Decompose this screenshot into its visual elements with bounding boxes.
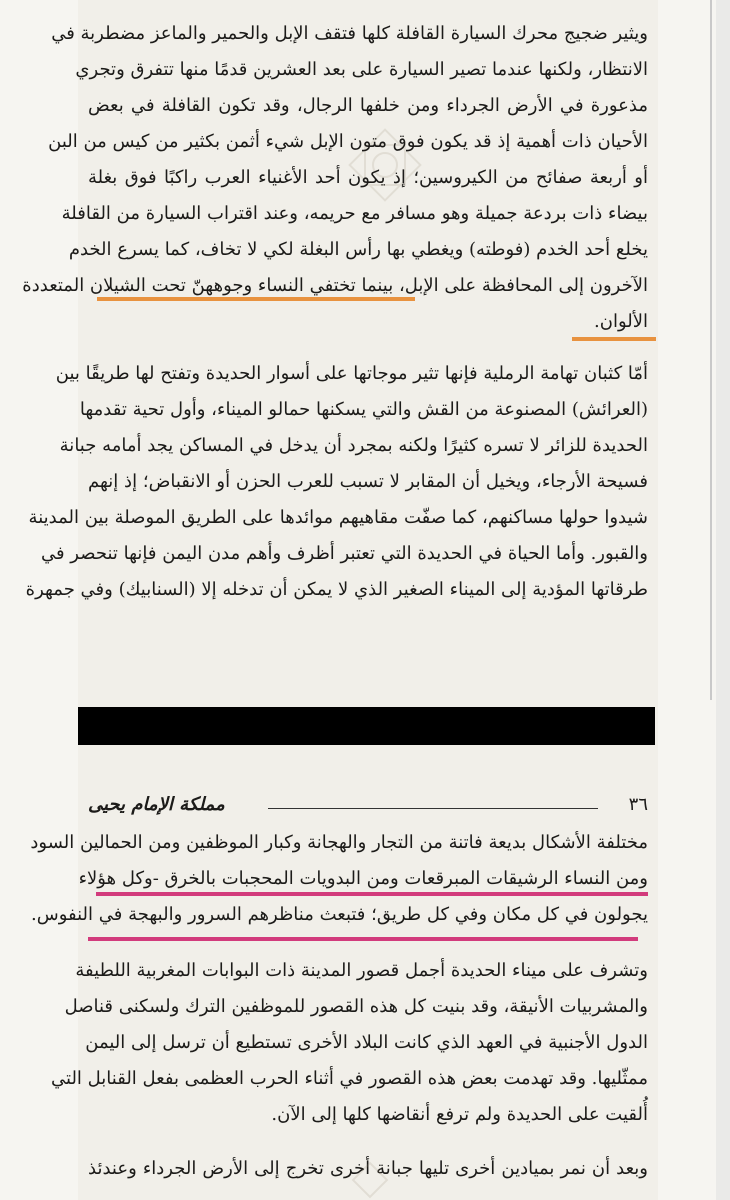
text-line: وتشرف على ميناء الحديدة أجمل قصور المدينة ذات البوابات المغربية اللطيفة (75, 960, 648, 981)
text-line: شيدوا حولها مساكنهم، كما صفّت مقاهيهم موائدها على الطريق الموصلة بين المدينة (28, 507, 648, 528)
text-line: الحديدة للزائر لا تسره كثيرًا ولكنه بمجرد أن يدخل في المساكن يجد أمامه جبانة (59, 435, 648, 456)
text-line: ممثّليها. وقد تهدمت بعض هذه القصور في أثناء الحرب العظمى بفعل القنابل التي (51, 1068, 648, 1089)
text-line: الانتظار، ولكنها عندما تصير السيارة على بعد العشرين قدمًا منها تتفرق وتجري (75, 59, 648, 80)
pink-underline (96, 892, 648, 896)
text-line: مذعورة في الأرض الجرداء ومن خلفها الرجال، وقد تكون القافلة في بعض (88, 95, 648, 116)
text-line: (العرائش) المصنوعة من القش والتي يسكنها حمالو الميناء، وأول تحية تقدمها (79, 399, 648, 420)
text-line: الألوان. (594, 311, 648, 332)
pink-underline (88, 937, 638, 941)
page-header (88, 790, 648, 820)
text-line: الدول الأجنبية في العهد الذي كانت البلاد الأخرى تستطيع أن ترسل إلى اليمن (85, 1032, 648, 1053)
book-title: مملكة الإمام يحيى (88, 794, 225, 815)
text-line: ويثير ضجيج محرك السيارة القافلة كلها فتقف الإبل والحمير والماعز مضطربة في (51, 23, 648, 44)
text-line: يجولون في كل مكان وفي كل طريق؛ فتبعث مناظرهم السرور والبهجة في النفوس. (31, 904, 648, 925)
page-divider (710, 0, 712, 700)
text-line: وبعد أن نمر بميادين أخرى تليها جبانة أخرى تخرج إلى الأرض الجرداء وعندئذ (88, 1158, 648, 1179)
text-line: ومن النساء الرشيقات المبرقعات ومن البدويات المحجبات بالخرق -وكل هؤلاء (78, 868, 648, 889)
text-line: الأحيان ذات أهمية إذ قد يكون فوق متون الإبل شيء أثمن بكثير من كيس من البن (48, 131, 648, 152)
orange-underline (572, 337, 656, 341)
text-line: الآخرون إلى المحافظة على الإبل، بينما تختفي النساء وجوههنّ تحت الشيلان المتعددة (22, 275, 648, 296)
header-rule (268, 808, 598, 809)
text-line: بيضاء ذات بردعة جميلة وهو مسافر مع حريمه، وعند اقتراب السيارة من القافلة (61, 203, 648, 224)
page-number: ٣٦ (628, 794, 648, 815)
page-edge (716, 0, 730, 1200)
text-line: فسيحة الأرجاء، ويخيل أن المقابر لا تسبب للعرب الحزن أو الانقباض؛ إذ إنهم (88, 471, 648, 492)
text-line: أو أربعة صفائح من الكيروسين؛ إذ يكون أحد الأغنياء العرب راكبًا فوق بغلة (88, 167, 648, 188)
redaction-bar (78, 707, 655, 745)
text-line: يخلع أحد الخدم (فوطته) ويغطي بها رأس البغلة لكي لا تخاف، كما يسرع الخدم (68, 239, 648, 260)
ornament-watermark-icon (340, 1160, 400, 1200)
text-line: طرقاتها المؤدية إلى الميناء الصغير الذي لا يمكن أن تدخله إلا (السنابيك) وفي جمهرة (25, 579, 648, 600)
orange-underline (97, 297, 415, 301)
text-line: والقبور. وأما الحياة في الحديدة التي تعتبر أظرف وأهم مدن اليمن فإنها تنحصر في (40, 543, 648, 564)
text-line: مختلفة الأشكال بديعة فاتنة من التجار والهجانة وكبار الموظفين ومن الحمالين السود (30, 832, 648, 853)
text-line: والمشربيات الأنيقة، وقد بنيت كل هذه القصور للموظفين الترك ولسكنى قناصل (64, 996, 648, 1017)
text-line: أُلقيت على الحديدة ولم ترفع أنقاضها كلها إلى الآن. (271, 1104, 648, 1125)
text-line: أمّا كثبان تهامة الرملية فإنها تثير موجاتها على أسوار الحديدة وتفتح لها طريقًا بين (55, 363, 648, 384)
